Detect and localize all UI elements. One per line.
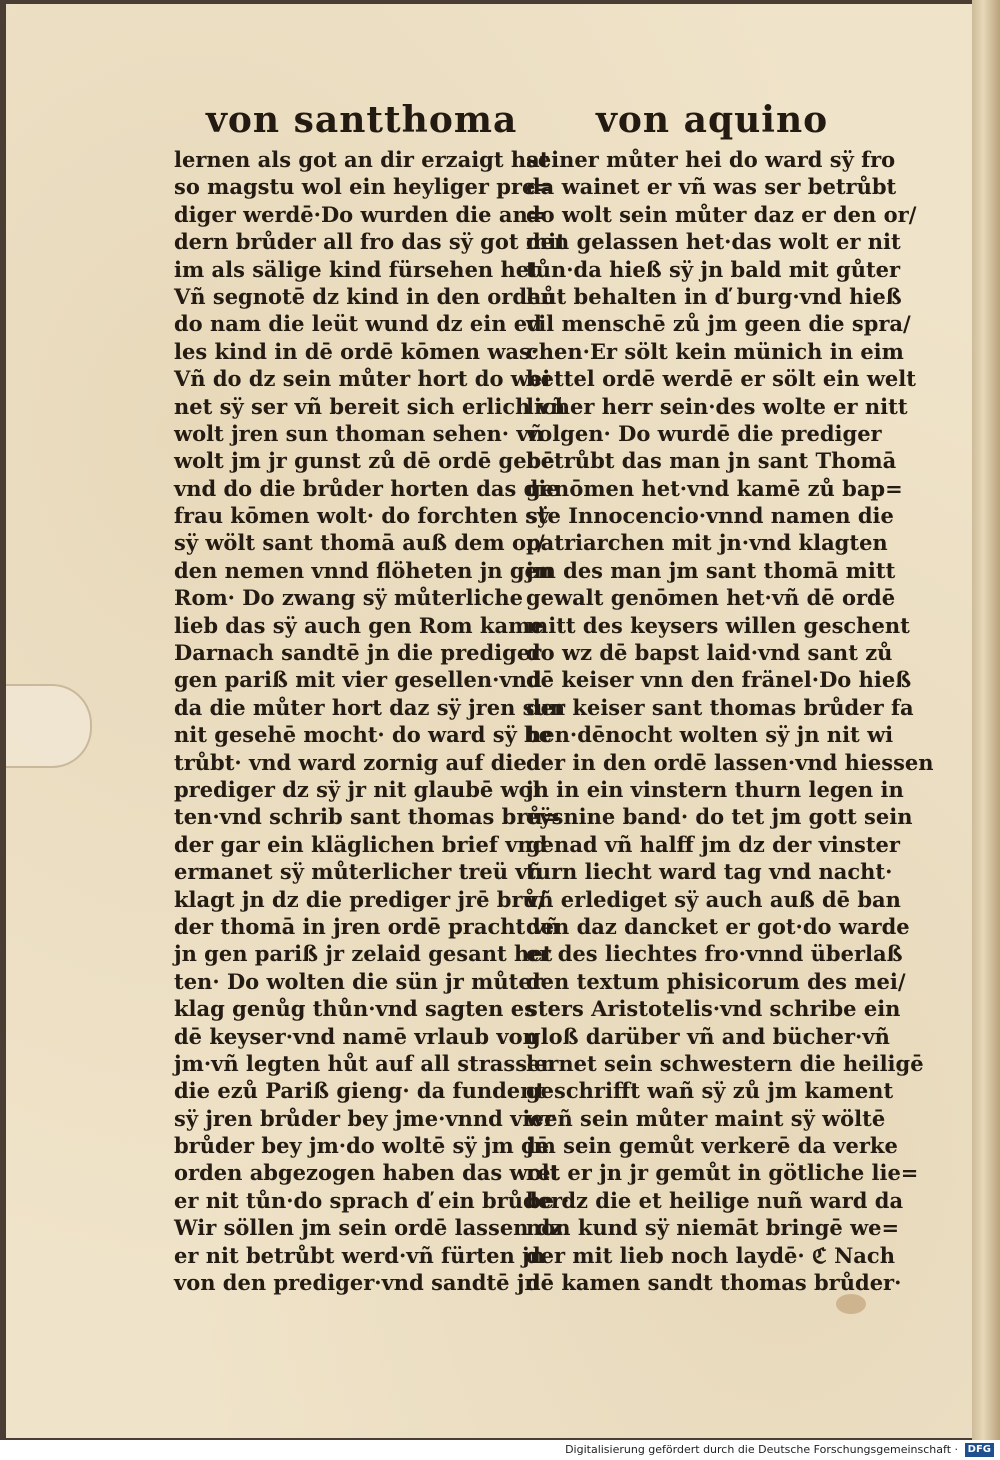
text-line: orden abgezogen haben das wolt <box>174 1160 560 1186</box>
text-line: Wir söllen jm sein ordē lassen dz <box>174 1215 563 1241</box>
text-line: ten·vnd schrib sant thomas brů= <box>174 804 561 830</box>
text-line: bettel ordē werdē er sölt ein welt <box>526 366 916 392</box>
text-line: volgen· Do wurdē die prediger <box>526 420 882 446</box>
text-line: lernen als got an dir erzaigt hat <box>174 147 550 172</box>
text-line: Rom· Do zwang sÿ můterliche <box>174 585 524 611</box>
text-line: vñ erlediget sÿ auch auß dē ban <box>526 886 901 912</box>
text-line: er nit betrůbt werd·vñ fürten jn <box>174 1242 545 1268</box>
text-line: genōmen het·vnd kamē zů bap= <box>526 475 903 501</box>
right-text-column <box>526 146 934 1296</box>
page-paper <box>6 4 974 1438</box>
text-line: wolt jren sun thoman sehen· vñ <box>174 420 544 446</box>
text-line: eÿsnine band· do tet jm gott sein <box>526 804 913 830</box>
text-line: jm des man jm sant thomā mitt <box>526 557 896 583</box>
left-text-column <box>174 146 570 1296</box>
header-left: von santthoma <box>206 99 518 141</box>
digitization-footer <box>0 1440 1000 1460</box>
text-line: jn gen pariß jr zelaid gesant het <box>174 941 553 967</box>
text-line: gloß darüber vñ and bücher·vñ <box>526 1023 890 1049</box>
text-line: patriarchen mit jn·vnd klagten <box>526 530 888 556</box>
text-line: genad vñ halff jm dz der vinster <box>526 831 900 857</box>
page-clip-tab <box>6 684 92 768</box>
text-line: da die můter hort daz sÿ jren sun <box>174 694 566 720</box>
text-line: den nemen vnnd flöheten jn gen <box>174 557 554 583</box>
text-line: dē kamen sandt thomas brůder· <box>526 1270 902 1296</box>
text-line: ste Innocencio·vnnd namen die <box>526 503 894 529</box>
text-line: hůt behalten in ď burg·vnd hieß <box>526 283 902 309</box>
text-line: diger werdē·Do wurden die an= <box>174 201 546 227</box>
text-line: der in den ordē lassen·vnd hiessen <box>526 749 934 775</box>
text-line: ret er jn jr gemůt in götliche lie= <box>526 1160 919 1186</box>
text-line: von den prediger·vnd sandtē jn <box>174 1270 540 1296</box>
header-right: von aquino <box>596 99 829 141</box>
text-line: ten· Do wolten die sün jr můter <box>174 968 543 994</box>
text-line: seiner můter hei do ward sÿ fro <box>526 147 896 172</box>
text-line: brůder bey jm·do woltē sÿ jm dē <box>174 1133 550 1159</box>
text-line: den daz dancket er got·do warde <box>526 913 910 939</box>
text-line: tůn·da hieß sÿ jn bald mit gůter <box>526 256 901 282</box>
text-line: er des liechtes fro·vnnd überlaß <box>526 941 903 967</box>
text-line: er nit tůn·do sprach ď ein brůder· <box>174 1187 570 1213</box>
text-line: wolt jm jr gunst zů dē ordē gebē <box>174 448 555 474</box>
text-line: so magstu wol ein heyliger pre= <box>174 174 553 200</box>
text-line: lernet sein schwestern die heiligē <box>526 1050 924 1076</box>
text-line: den textum phisicorum des mei/ <box>526 968 906 994</box>
text-line: mitt des keysers willen geschent <box>526 612 910 638</box>
text-line: da wainet er vñ was ser betrůbt <box>526 174 897 200</box>
dfg-logo: DFG <box>965 1443 994 1457</box>
text-line: nit gesehē mocht· do ward sÿ be <box>174 722 553 748</box>
running-header <box>6 99 972 149</box>
text-line: dē keiser vnn den fränel·Do hieß <box>526 667 912 693</box>
text-line: der mit lieb noch laydē· ℭ Nach <box>526 1242 895 1268</box>
text-line: gen pariß mit vier gesellen·vnd <box>174 667 542 693</box>
text-line: dē keyser·vnd namē vrlaub von <box>174 1023 538 1049</box>
text-line: ermanet sÿ můterlicher treü vñ <box>174 859 543 885</box>
funding-credit: Digitalisierung gefördert durch die Deutsche Forschungsgemeinschaft · <box>565 1443 958 1456</box>
text-line: den gelassen het·das wolt er nit <box>526 229 901 255</box>
text-line: jm sein gemůt verkerē da verke <box>526 1133 898 1159</box>
text-line: Vñ segnotē dz kind in den orden <box>174 283 556 309</box>
text-line: die ezů Pariß gieng· da fundent <box>174 1078 546 1104</box>
text-line: lieb das sÿ auch gen Rom kame <box>174 612 544 638</box>
text-line: sÿ wölt sant thomā auß dem or/ <box>174 530 545 556</box>
text-line: frau kōmen wolt· do forchten sÿ <box>174 503 550 529</box>
text-line: licher herr sein·des wolte er nitt <box>526 393 908 419</box>
text-line: do wolt sein můter daz er den or/ <box>526 201 917 227</box>
text-line: weñ sein můter maint sÿ wöltē <box>526 1105 886 1131</box>
text-line: betrůbt das man jn sant Thomā <box>526 448 897 474</box>
text-line: do wz dē bapst laid·vnd sant zů <box>526 640 893 666</box>
text-line: sÿ jren brůder bey jme·vnnd vier <box>174 1105 555 1131</box>
text-line: chen·Er sölt kein münich in eim <box>526 338 904 364</box>
text-line: trůbt· vnd ward zornig auf die <box>174 749 527 775</box>
text-line: klag genůg thůn·vnd sagten es <box>174 996 536 1022</box>
text-line: der gar ein kläglichen brief vnd <box>174 831 548 857</box>
text-line: klagt jn dz die prediger jrē brů/ <box>174 886 546 912</box>
text-line: hen·dēnocht wolten sÿ jn nit wi <box>526 722 894 748</box>
text-line: vil menschē zů jm geen die spra/ <box>526 311 911 337</box>
text-line: gewalt genōmen het·vñ dē ordē <box>526 585 896 611</box>
text-line: Vñ do dz sein můter hort do wei <box>174 366 551 392</box>
text-line: im als sälige kind fürsehen het <box>174 256 539 282</box>
text-line: net sÿ ser vñ bereit sich erlich vñ <box>174 393 566 419</box>
book-page-edge <box>972 0 1000 1440</box>
text-line: Darnach sandtē jn die prediger <box>174 640 542 666</box>
text-line: jn in ein vinstern thurn legen in <box>526 776 904 802</box>
text-line: geschrifft wañ sÿ zů jm kament <box>526 1078 894 1104</box>
text-line: turn liecht ward tag vnd nacht· <box>526 859 893 885</box>
text-line: do nam die leüt wund dz ein ed <box>174 311 542 337</box>
text-line: vnd do die brůder horten das die <box>174 475 560 501</box>
text-line: non kund sÿ niemāt bringē we= <box>526 1215 900 1241</box>
text-line: be dz die et heilige nuñ ward da <box>526 1187 904 1213</box>
text-line: dern brůder all fro das sÿ got mit <box>174 229 566 255</box>
paper-stain <box>836 1294 866 1314</box>
text-line: prediger dz sÿ jr nit glaubē wol <box>174 776 541 802</box>
text-line: der keiser sant thomas brůder fa <box>526 694 914 720</box>
text-line: sters Aristotelis·vnd schribe ein <box>526 996 901 1022</box>
text-line: les kind in dē ordē kōmen was· <box>174 338 539 364</box>
text-line: der thomā in jren ordē pracht vñ <box>174 913 561 939</box>
text-line: jm·vñ legten hůt auf all strassen <box>174 1050 556 1076</box>
